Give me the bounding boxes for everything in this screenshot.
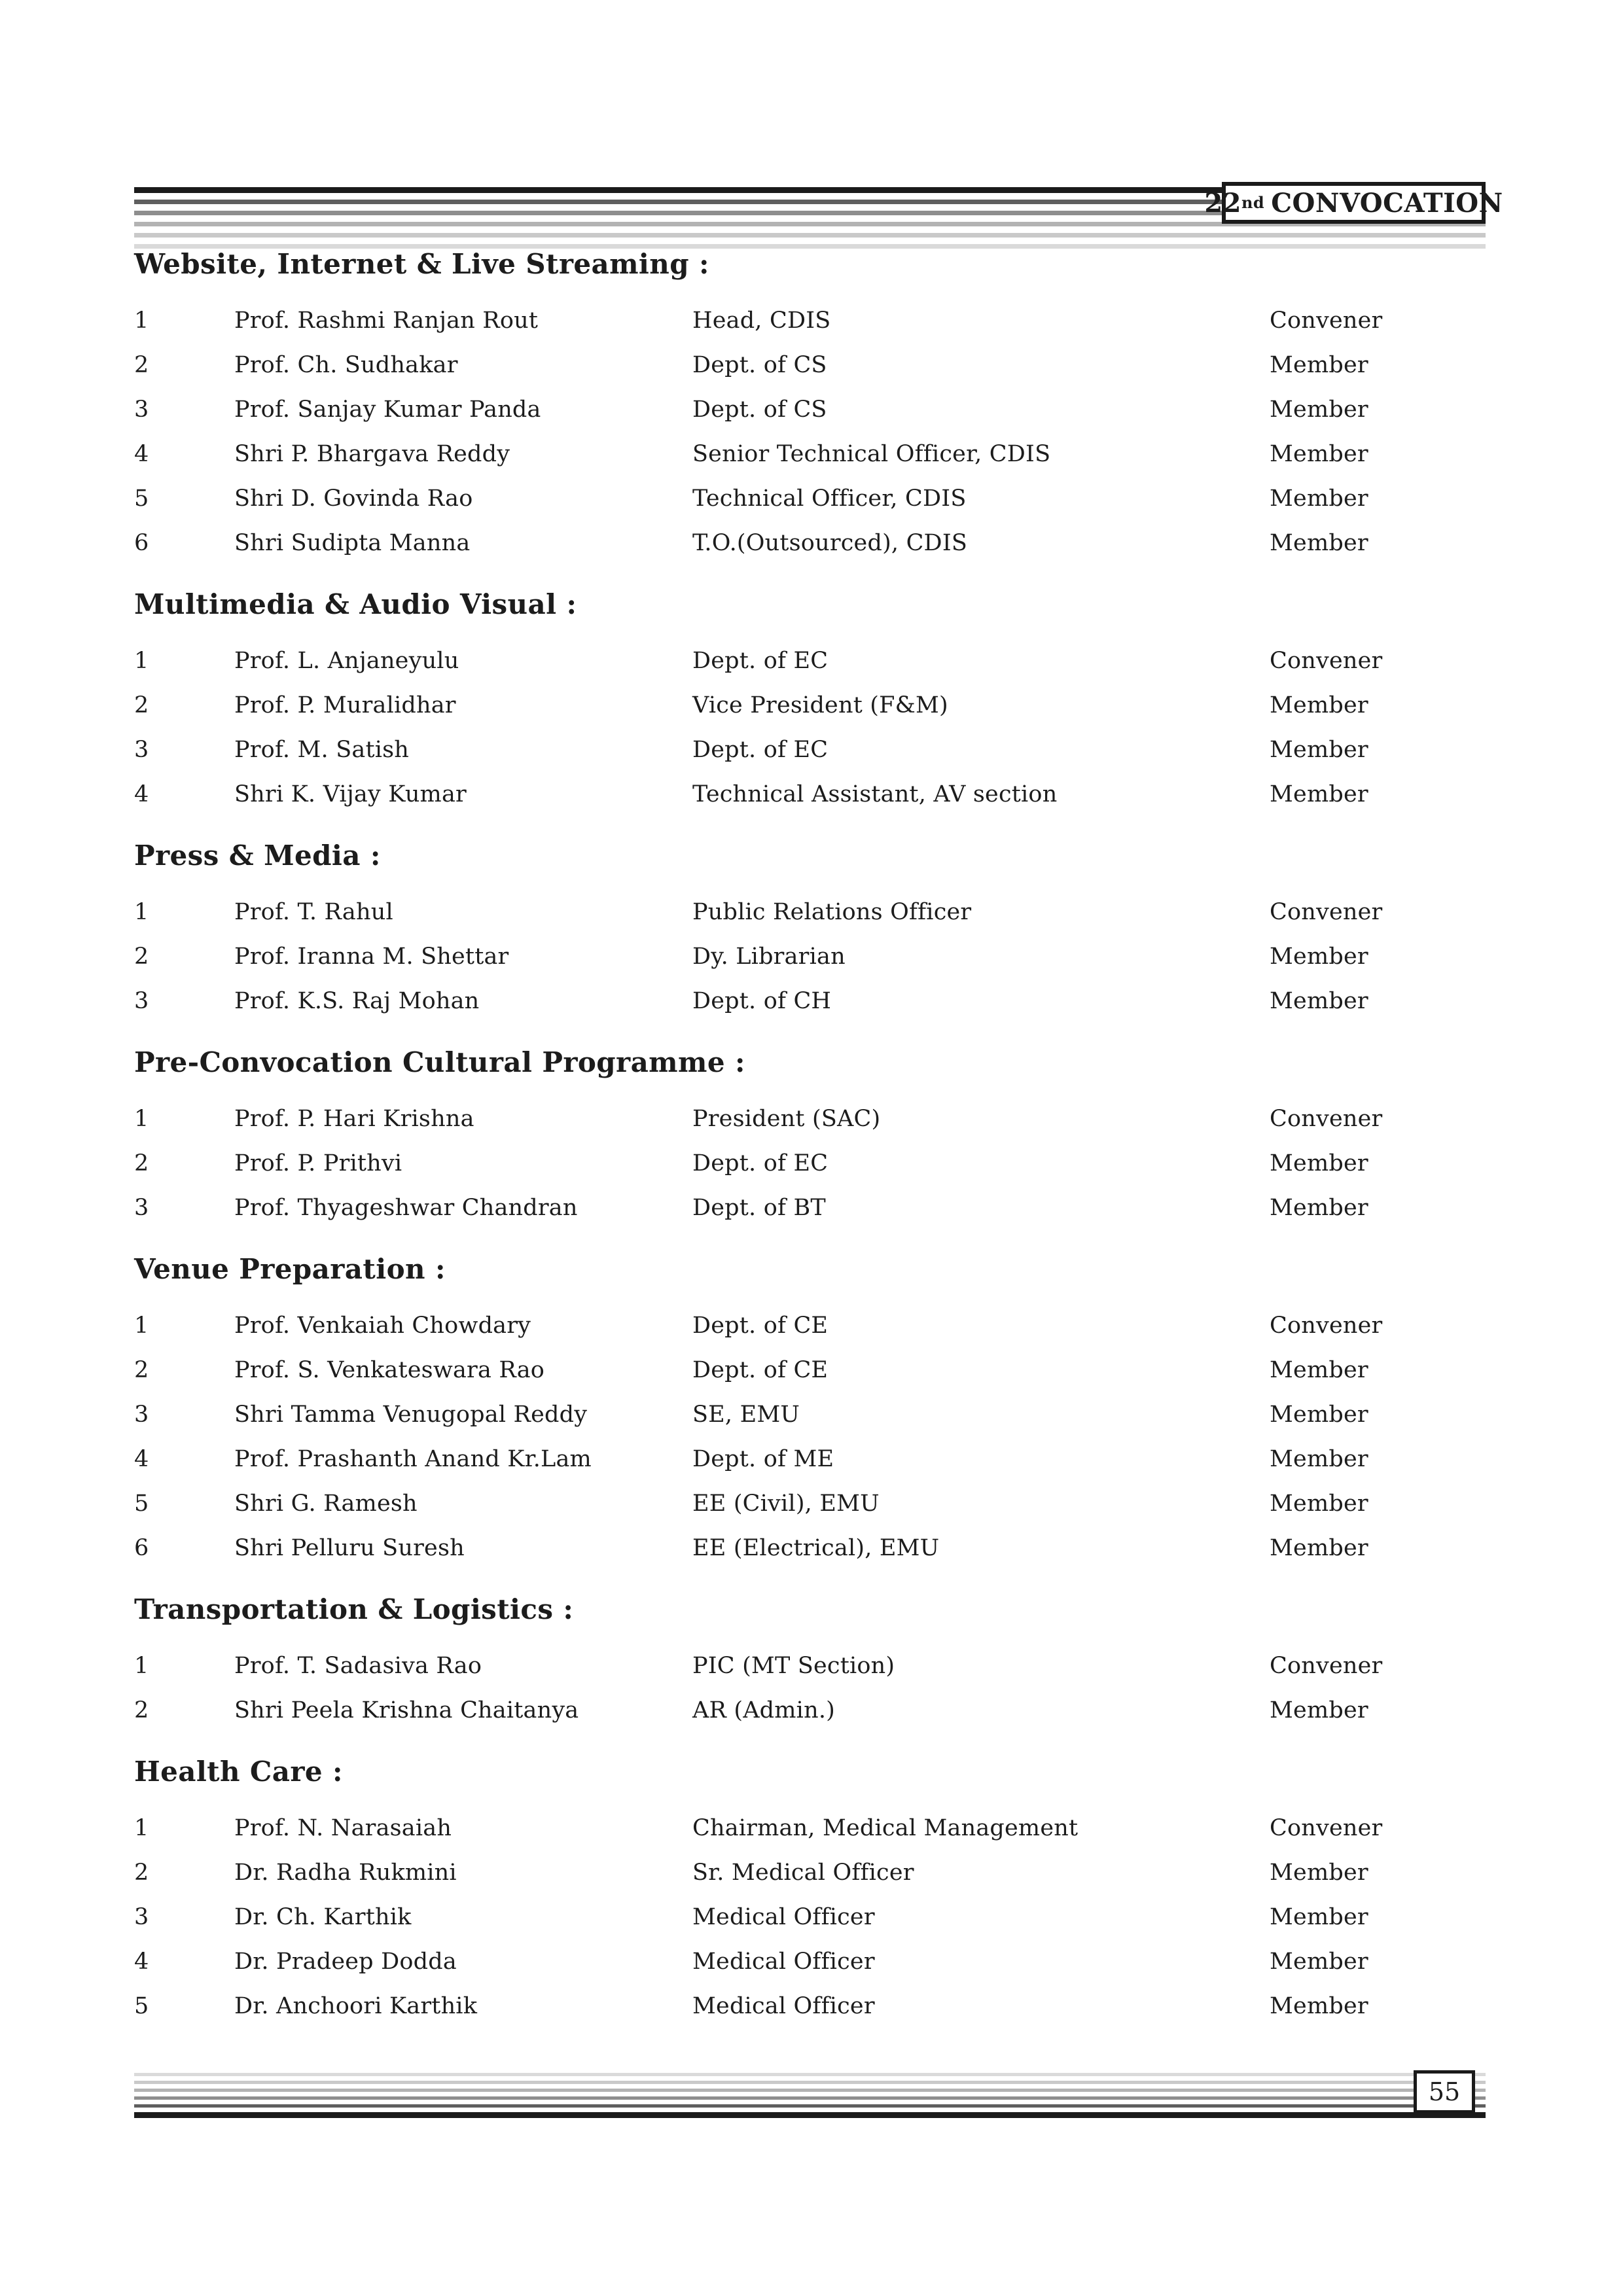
table-row — [134, 1526, 1486, 1570]
committee-section — [134, 247, 1486, 565]
member-name: Shri Peela Krishna Chaitanya — [234, 1697, 579, 1723]
committee-section — [134, 839, 1486, 1023]
member-status: Member — [1270, 1697, 1368, 1723]
member-status: Member — [1270, 352, 1368, 378]
row-number: 5 — [134, 1993, 149, 2019]
member-status: Member — [1270, 1491, 1368, 1517]
committee-section — [134, 1755, 1486, 2028]
member-name: Shri Tamma Venugopal Reddy — [234, 1402, 588, 1428]
convocation-badge: 22 nd CONVOCATION — [1222, 182, 1486, 224]
table-row — [134, 728, 1486, 772]
section-title: Transportation & Logistics : — [134, 1593, 574, 1625]
member-role: Dept. of EC — [692, 648, 829, 674]
table-row — [134, 343, 1486, 387]
member-name: Prof. L. Anjaneyulu — [234, 648, 459, 674]
member-role: EE (Civil), EMU — [692, 1491, 880, 1517]
member-status: Convener — [1270, 899, 1383, 925]
member-role: Dept. of BT — [692, 1195, 826, 1221]
table-row — [134, 683, 1486, 728]
table-row — [134, 521, 1486, 565]
horizontal-rule — [134, 2112, 1486, 2118]
section-title: Pre-Convocation Cultural Programme : — [134, 1046, 745, 1078]
member-status: Member — [1270, 692, 1368, 718]
horizontal-rule — [134, 2104, 1486, 2108]
member-name: Dr. Pradeep Dodda — [234, 1949, 457, 1975]
member-name: Prof. Thyageshwar Chandran — [234, 1195, 578, 1221]
member-name: Prof. T. Sadasiva Rao — [234, 1653, 482, 1679]
member-status: Member — [1270, 441, 1368, 467]
member-status: Member — [1270, 737, 1368, 763]
row-number: 4 — [134, 441, 149, 467]
row-number: 5 — [134, 1491, 149, 1517]
member-name: Prof. Prashanth Anand Kr.Lam — [234, 1446, 592, 1472]
table-row — [134, 1939, 1486, 1984]
section-title: Venue Preparation : — [134, 1253, 446, 1285]
member-role: Dept. of ME — [692, 1446, 834, 1472]
table-row — [134, 1806, 1486, 1850]
member-name: Shri Pelluru Suresh — [234, 1535, 465, 1561]
member-status: Member — [1270, 397, 1368, 423]
member-name: Shri Sudipta Manna — [234, 530, 471, 556]
member-status: Member — [1270, 944, 1368, 970]
section-title: Website, Internet & Live Streaming : — [134, 248, 709, 280]
table-row — [134, 1850, 1486, 1895]
member-role: Dy. Librarian — [692, 944, 846, 970]
table-row — [134, 476, 1486, 521]
member-role: Chairman, Medical Management — [692, 1815, 1079, 1841]
committee-list — [134, 247, 1486, 2028]
row-number: 2 — [134, 1860, 149, 1886]
member-role: Dept. of EC — [692, 737, 829, 763]
row-number: 1 — [134, 1313, 149, 1339]
section-rows — [134, 1806, 1486, 2028]
page-number-box — [1414, 2070, 1475, 2113]
member-status: Convener — [1270, 1106, 1383, 1132]
horizontal-rule — [134, 233, 1486, 238]
table-row — [134, 934, 1486, 979]
member-status: Member — [1270, 1446, 1368, 1472]
member-status: Member — [1270, 486, 1368, 512]
row-number: 3 — [134, 988, 149, 1014]
horizontal-rule — [134, 2081, 1486, 2084]
row-number: 4 — [134, 1446, 149, 1472]
table-row — [134, 1481, 1486, 1526]
section-title: Multimedia & Audio Visual : — [134, 588, 577, 620]
member-status: Convener — [1270, 1653, 1383, 1679]
member-role: Dept. of CS — [692, 397, 827, 423]
member-status: Member — [1270, 1535, 1368, 1561]
section-rows — [134, 1303, 1486, 1570]
member-name: Prof. Sanjay Kumar Panda — [234, 397, 541, 423]
committee-section — [134, 1046, 1486, 1230]
member-name: Prof. P. Prithvi — [234, 1150, 402, 1176]
member-role: Senior Technical Officer, CDIS — [692, 441, 1051, 467]
row-number: 5 — [134, 486, 149, 512]
row-number: 3 — [134, 1904, 149, 1930]
member-role: AR (Admin.) — [692, 1697, 835, 1723]
member-role: Technical Officer, CDIS — [692, 486, 967, 512]
table-row — [134, 1688, 1486, 1733]
row-number: 2 — [134, 352, 149, 378]
section-rows — [134, 1644, 1486, 1733]
horizontal-rule — [134, 2073, 1486, 2076]
member-role: President (SAC) — [692, 1106, 881, 1132]
member-name: Prof. Venkaiah Chowdary — [234, 1313, 531, 1339]
member-role: Medical Officer — [692, 1904, 875, 1930]
member-role: Dept. of EC — [692, 1150, 829, 1176]
row-number: 6 — [134, 1535, 149, 1561]
member-role: Dept. of CS — [692, 352, 827, 378]
member-name: Prof. M. Satish — [234, 737, 410, 763]
row-number: 3 — [134, 1402, 149, 1428]
member-name: Prof. Rashmi Ranjan Rout — [234, 308, 539, 334]
member-name: Dr. Ch. Karthik — [234, 1904, 412, 1930]
member-status: Member — [1270, 1949, 1368, 1975]
table-row — [134, 1437, 1486, 1481]
row-number: 2 — [134, 1697, 149, 1723]
footer-rules — [134, 2073, 1486, 2118]
member-name: Prof. K.S. Raj Mohan — [234, 988, 480, 1014]
member-name: Prof. P. Muralidhar — [234, 692, 456, 718]
table-row — [134, 298, 1486, 343]
member-role: SE, EMU — [692, 1402, 800, 1428]
member-role: Head, CDIS — [692, 308, 831, 334]
member-status: Member — [1270, 1195, 1368, 1221]
section-rows — [134, 298, 1486, 565]
horizontal-rule — [134, 2096, 1486, 2100]
member-status: Member — [1270, 1904, 1368, 1930]
row-number: 1 — [134, 899, 149, 925]
member-name: Prof. S. Venkateswara Rao — [234, 1357, 545, 1383]
table-row — [134, 1348, 1486, 1392]
row-number: 2 — [134, 944, 149, 970]
convocation-word: CONVOCATION — [1271, 187, 1503, 219]
member-name: Shri G. Ramesh — [234, 1491, 418, 1517]
member-status: Member — [1270, 1993, 1368, 2019]
row-number: 4 — [134, 781, 149, 807]
member-name: Prof. T. Rahul — [234, 899, 393, 925]
horizontal-rule — [134, 2089, 1486, 2092]
row-number: 3 — [134, 397, 149, 423]
member-role: EE (Electrical), EMU — [692, 1535, 940, 1561]
section-title: Health Care : — [134, 1756, 343, 1788]
member-status: Member — [1270, 1150, 1368, 1176]
table-row — [134, 1392, 1486, 1437]
row-number: 1 — [134, 1815, 149, 1841]
section-rows — [134, 1097, 1486, 1230]
member-status: Member — [1270, 530, 1368, 556]
member-status: Member — [1270, 1402, 1368, 1428]
convocation-number: 22 — [1204, 187, 1241, 219]
member-role: Dept. of CE — [692, 1357, 829, 1383]
member-status: Member — [1270, 988, 1368, 1014]
section-rows — [134, 639, 1486, 817]
row-number: 1 — [134, 308, 149, 334]
section-title: Press & Media : — [134, 839, 381, 872]
table-row — [134, 1303, 1486, 1348]
table-row — [134, 432, 1486, 476]
member-role: Technical Assistant, AV section — [692, 781, 1058, 807]
member-name: Dr. Anchoori Karthik — [234, 1993, 478, 2019]
page-number: 55 — [1428, 2077, 1461, 2106]
member-status: Member — [1270, 781, 1368, 807]
member-role: Sr. Medical Officer — [692, 1860, 914, 1886]
table-row — [134, 890, 1486, 934]
row-number: 1 — [134, 648, 149, 674]
member-status: Member — [1270, 1860, 1368, 1886]
row-number: 2 — [134, 1357, 149, 1383]
member-status: Member — [1270, 1357, 1368, 1383]
row-number: 4 — [134, 1949, 149, 1975]
member-name: Prof. Ch. Sudhakar — [234, 352, 458, 378]
member-role: PIC (MT Section) — [692, 1653, 895, 1679]
table-row — [134, 979, 1486, 1023]
member-role: Dept. of CH — [692, 988, 832, 1014]
row-number: 1 — [134, 1106, 149, 1132]
row-number: 3 — [134, 737, 149, 763]
row-number: 6 — [134, 530, 149, 556]
row-number: 1 — [134, 1653, 149, 1679]
table-row — [134, 639, 1486, 683]
member-role: Medical Officer — [692, 1993, 875, 2019]
table-row — [134, 772, 1486, 817]
table-row — [134, 1895, 1486, 1939]
member-name: Shri P. Bhargava Reddy — [234, 441, 510, 467]
member-name: Shri K. Vijay Kumar — [234, 781, 467, 807]
table-row — [134, 387, 1486, 432]
member-role: Public Relations Officer — [692, 899, 972, 925]
member-status: Convener — [1270, 1815, 1383, 1841]
committee-section — [134, 588, 1486, 817]
member-role: Medical Officer — [692, 1949, 875, 1975]
row-number: 3 — [134, 1195, 149, 1221]
committee-section — [134, 1593, 1486, 1733]
member-status: Convener — [1270, 308, 1383, 334]
row-number: 2 — [134, 1150, 149, 1176]
table-row — [134, 1186, 1486, 1230]
member-name: Prof. N. Narasaiah — [234, 1815, 452, 1841]
section-rows — [134, 890, 1486, 1023]
row-number: 2 — [134, 692, 149, 718]
member-name: Shri D. Govinda Rao — [234, 486, 473, 512]
committee-section — [134, 1252, 1486, 1570]
table-row — [134, 1644, 1486, 1688]
member-name: Dr. Radha Rukmini — [234, 1860, 457, 1886]
table-row — [134, 1097, 1486, 1141]
member-status: Convener — [1270, 1313, 1383, 1339]
member-role: Vice President (F&M) — [692, 692, 948, 718]
member-role: T.O.(Outsourced), CDIS — [692, 530, 968, 556]
member-name: Prof. P. Hari Krishna — [234, 1106, 474, 1132]
table-row — [134, 1141, 1486, 1186]
member-status: Convener — [1270, 648, 1383, 674]
table-row — [134, 1984, 1486, 2028]
member-name: Prof. Iranna M. Shettar — [234, 944, 509, 970]
member-role: Dept. of CE — [692, 1313, 829, 1339]
